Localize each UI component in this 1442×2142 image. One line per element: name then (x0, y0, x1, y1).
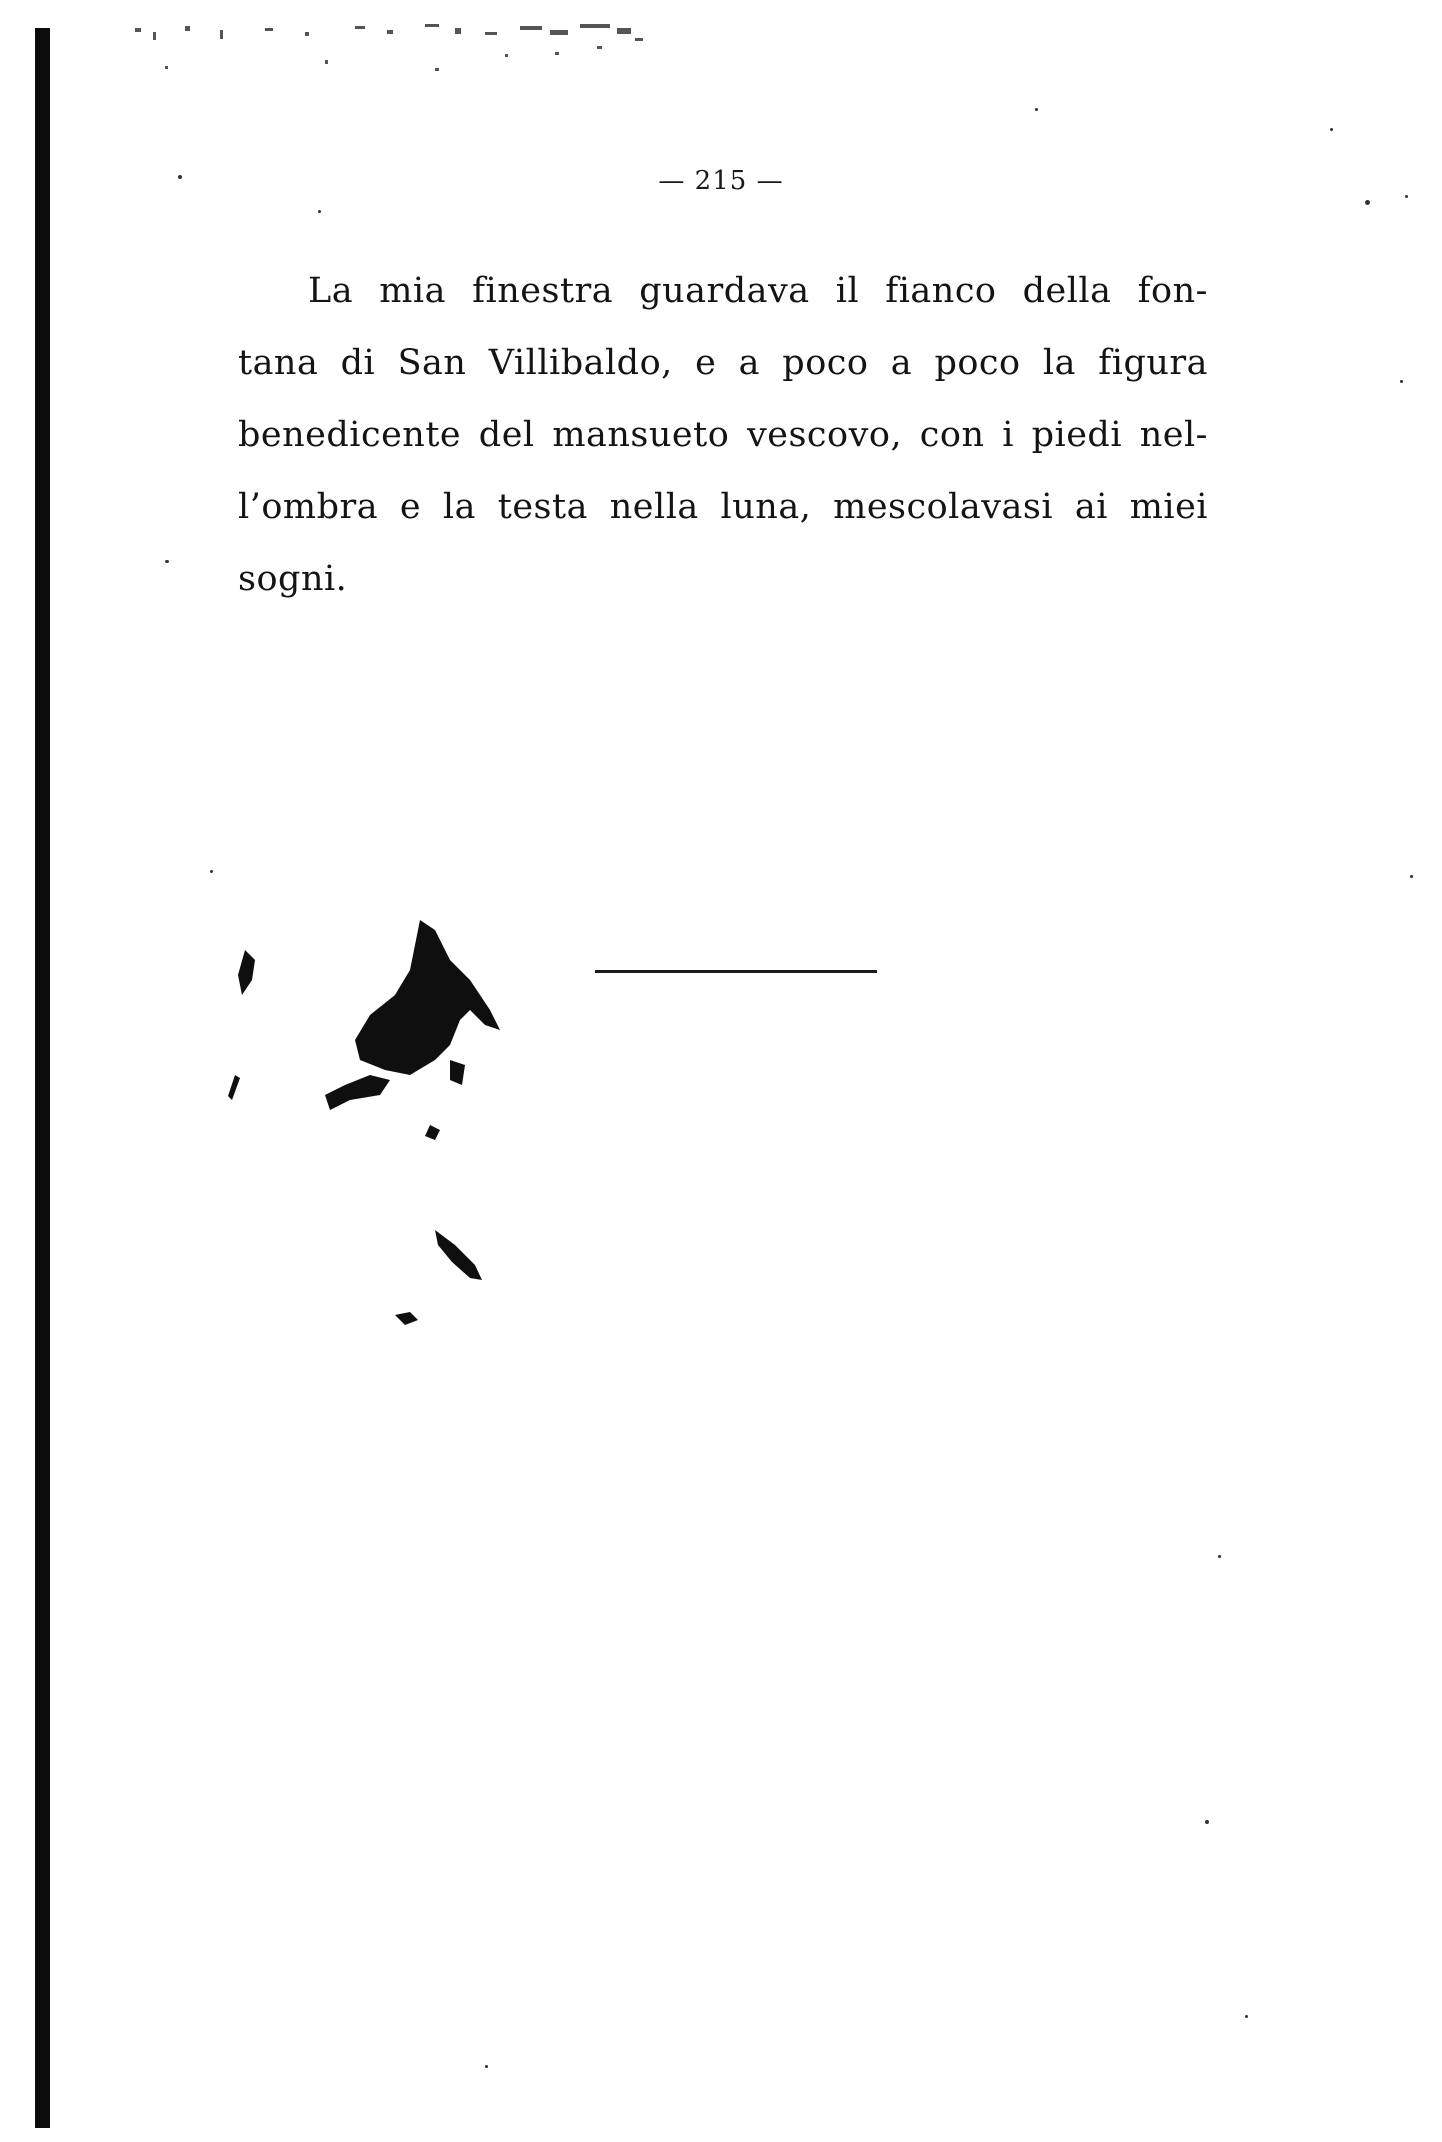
section-end-rule (595, 970, 877, 973)
scan-speck (1245, 2015, 1248, 2018)
scan-speck (485, 2065, 488, 2068)
scan-speck (165, 560, 169, 563)
scan-edge-bar (35, 28, 50, 2128)
paragraph-line-4: l’ombra e la testa nella luna, mescolavasi ai miei (238, 487, 1208, 527)
paragraph-line-3: benedicente del mansueto vescovo, con i piedi nel- (238, 415, 1208, 455)
scan-speck (1400, 380, 1403, 383)
ink-stain (220, 900, 520, 1340)
scan-speck (210, 870, 213, 873)
scan-speck (318, 210, 321, 213)
scan-speck (1035, 108, 1038, 111)
scan-speck (1218, 1555, 1221, 1558)
scan-speck (1330, 128, 1333, 131)
top-scan-noise (125, 18, 745, 88)
scan-speck (1405, 195, 1408, 198)
page-number: — 215 — (658, 166, 784, 196)
scan-speck (1365, 200, 1370, 205)
scan-speck (1205, 1820, 1209, 1824)
paragraph-line-1: La mia finestra guardava il fianco della fon- (308, 271, 1208, 311)
paragraph (238, 255, 1208, 615)
paragraph-line-5: sogni. (238, 559, 348, 599)
scan-speck (178, 175, 182, 179)
paragraph-line-2: tana di San Villibaldo, e a poco a poco la figura (238, 343, 1208, 383)
scan-speck (1410, 875, 1413, 878)
